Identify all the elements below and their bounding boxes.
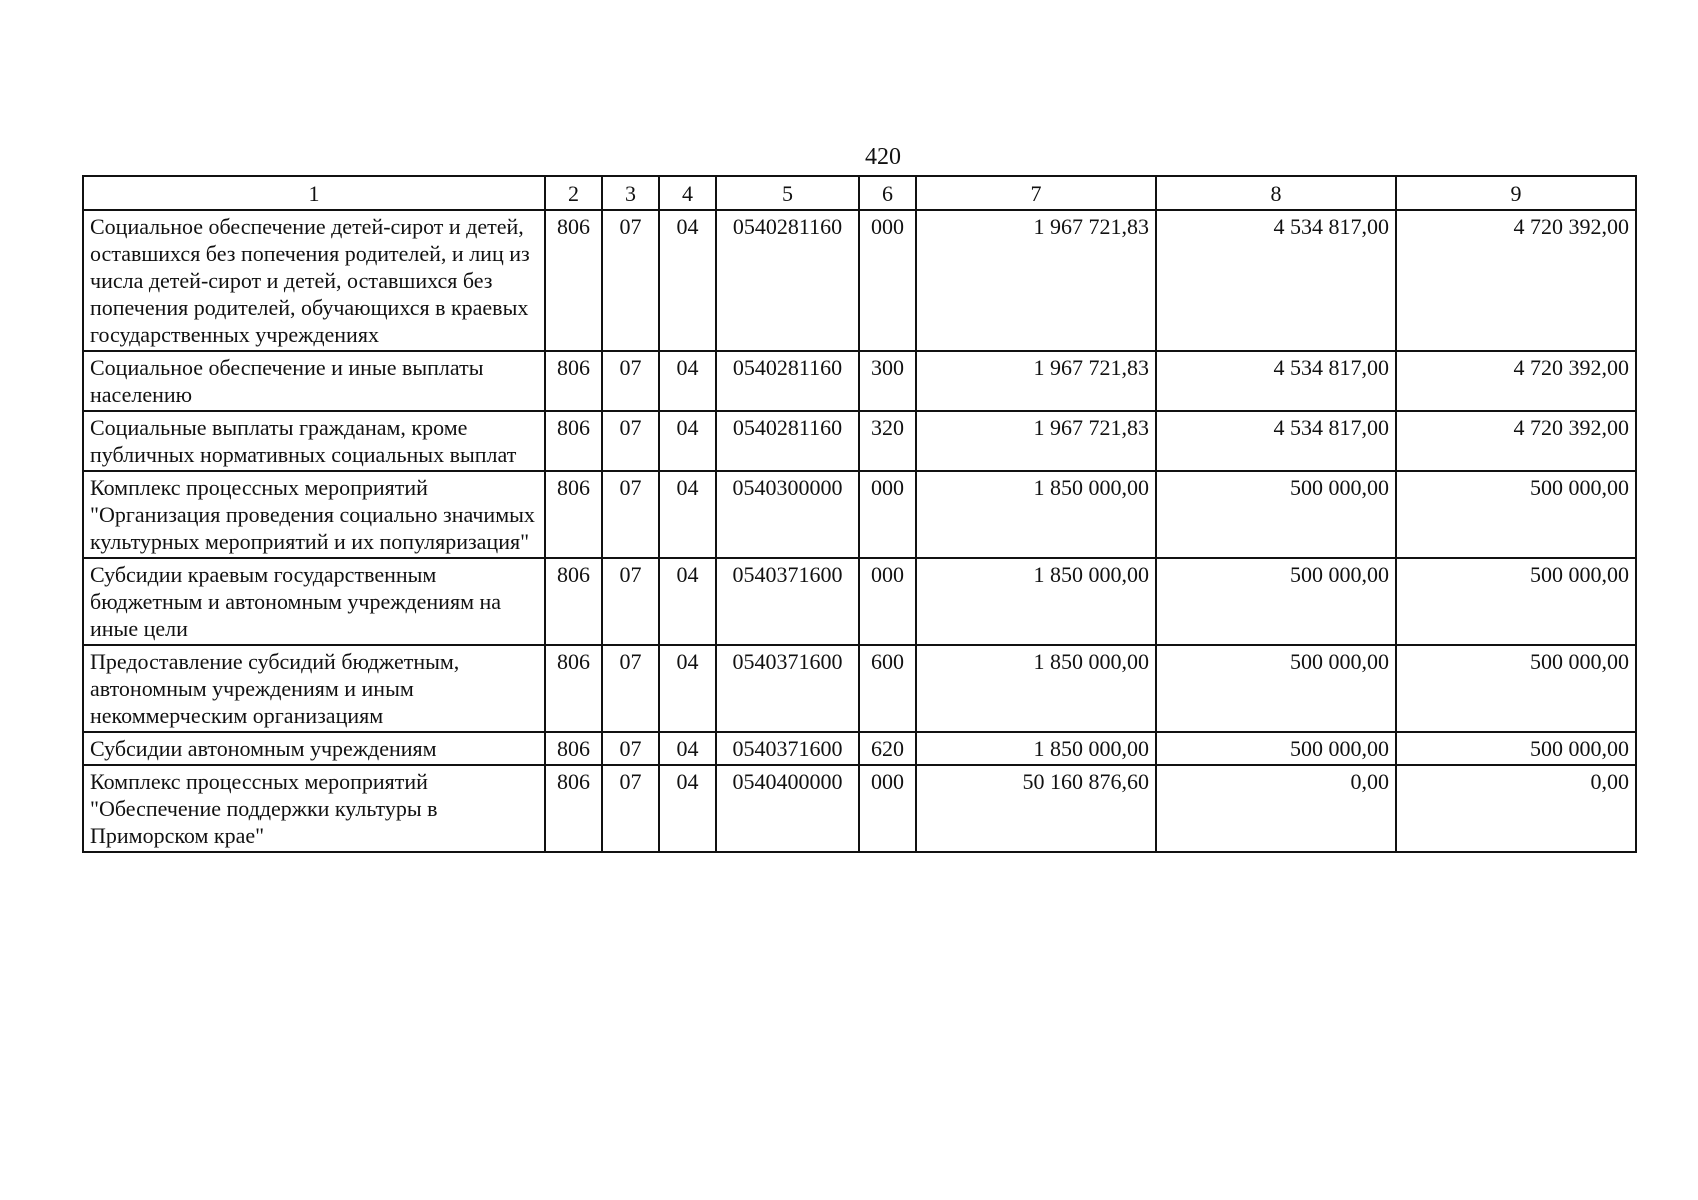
- ministry-code: 806: [545, 210, 602, 351]
- amount-col8: 4 534 817,00: [1156, 411, 1396, 471]
- page-number: 420: [865, 144, 901, 170]
- ministry-code: 806: [545, 351, 602, 411]
- amount-col9: 4 720 392,00: [1396, 411, 1636, 471]
- section-code: 07: [602, 351, 659, 411]
- amount-col9: 500 000,00: [1396, 732, 1636, 765]
- budget-table: [82, 175, 1637, 853]
- subsection-code: 04: [659, 645, 716, 732]
- expense-type-code: 320: [859, 411, 916, 471]
- subsection-code: 04: [659, 732, 716, 765]
- subsection-code: 04: [659, 471, 716, 558]
- expense-type-code: 300: [859, 351, 916, 411]
- amount-col8: 500 000,00: [1156, 732, 1396, 765]
- row-name: Социальные выплаты гражданам, кроме публичных нормативных социальных выплат: [83, 411, 545, 471]
- amount-col7: 1 967 721,83: [916, 351, 1156, 411]
- amount-col9: 500 000,00: [1396, 558, 1636, 645]
- ministry-code: 806: [545, 765, 602, 852]
- amount-col7: 1 850 000,00: [916, 558, 1156, 645]
- subsection-code: 04: [659, 210, 716, 351]
- expense-type-code: 000: [859, 210, 916, 351]
- column-header: 9: [1396, 176, 1636, 210]
- ministry-code: 806: [545, 645, 602, 732]
- ministry-code: 806: [545, 471, 602, 558]
- target-article-code: 0540281160: [716, 411, 859, 471]
- table-row: [83, 351, 1636, 411]
- table-row: [83, 471, 1636, 558]
- section-code: 07: [602, 411, 659, 471]
- column-header: 3: [602, 176, 659, 210]
- section-code: 07: [602, 732, 659, 765]
- amount-col7: 1 850 000,00: [916, 471, 1156, 558]
- header-row: [83, 176, 1636, 210]
- amount-col8: 500 000,00: [1156, 471, 1396, 558]
- column-header: 4: [659, 176, 716, 210]
- ministry-code: 806: [545, 411, 602, 471]
- column-header: 8: [1156, 176, 1396, 210]
- target-article-code: 0540371600: [716, 645, 859, 732]
- column-header: 7: [916, 176, 1156, 210]
- target-article-code: 0540400000: [716, 765, 859, 852]
- section-code: 07: [602, 645, 659, 732]
- expense-type-code: 620: [859, 732, 916, 765]
- section-code: 07: [602, 765, 659, 852]
- row-name: Комплекс процессных мероприятий "Обеспечение поддержки культуры в Приморском крае": [83, 765, 545, 852]
- expense-type-code: 000: [859, 471, 916, 558]
- row-name: Социальное обеспечение детей-сирот и детей, оставшихся без попечения родителей, и лиц из числа детей-сирот и детей, оставшихся без попечения родителей, обучающихся в краевых государственных учреждениях: [83, 210, 545, 351]
- table-row: [83, 732, 1636, 765]
- target-article-code: 0540300000: [716, 471, 859, 558]
- section-code: 07: [602, 210, 659, 351]
- table-row: [83, 411, 1636, 471]
- section-code: 07: [602, 471, 659, 558]
- expense-type-code: 600: [859, 645, 916, 732]
- amount-col7: 1 967 721,83: [916, 210, 1156, 351]
- target-article-code: 0540281160: [716, 351, 859, 411]
- amount-col7: 1 850 000,00: [916, 645, 1156, 732]
- column-header: 6: [859, 176, 916, 210]
- amount-col9: 500 000,00: [1396, 645, 1636, 732]
- subsection-code: 04: [659, 765, 716, 852]
- amount-col8: 4 534 817,00: [1156, 210, 1396, 351]
- amount-col8: 500 000,00: [1156, 558, 1396, 645]
- row-name: Субсидии автономным учреждениям: [83, 732, 545, 765]
- subsection-code: 04: [659, 558, 716, 645]
- section-code: 07: [602, 558, 659, 645]
- row-name: Предоставление субсидий бюджетным, автономным учреждениям и иным некоммерческим организациям: [83, 645, 545, 732]
- amount-col8: 4 534 817,00: [1156, 351, 1396, 411]
- subsection-code: 04: [659, 411, 716, 471]
- amount-col9: 0,00: [1396, 765, 1636, 852]
- target-article-code: 0540371600: [716, 558, 859, 645]
- row-name: Комплекс процессных мероприятий "Организация проведения социально значимых культурных мероприятий и их популяризация": [83, 471, 545, 558]
- table-row: [83, 210, 1636, 351]
- column-header: 1: [83, 176, 545, 210]
- ministry-code: 806: [545, 732, 602, 765]
- amount-col7: 50 160 876,60: [916, 765, 1156, 852]
- table-row: [83, 645, 1636, 732]
- row-name: Социальное обеспечение и иные выплаты населению: [83, 351, 545, 411]
- amount-col8: 500 000,00: [1156, 645, 1396, 732]
- amount-col9: 4 720 392,00: [1396, 351, 1636, 411]
- table-row: [83, 765, 1636, 852]
- target-article-code: 0540371600: [716, 732, 859, 765]
- amount-col9: 500 000,00: [1396, 471, 1636, 558]
- subsection-code: 04: [659, 351, 716, 411]
- column-header: 5: [716, 176, 859, 210]
- column-header: 2: [545, 176, 602, 210]
- row-name: Субсидии краевым государственным бюджетным и автономным учреждениям на иные цели: [83, 558, 545, 645]
- amount-col7: 1 850 000,00: [916, 732, 1156, 765]
- amount-col9: 4 720 392,00: [1396, 210, 1636, 351]
- expense-type-code: 000: [859, 558, 916, 645]
- expense-type-code: 000: [859, 765, 916, 852]
- target-article-code: 0540281160: [716, 210, 859, 351]
- amount-col8: 0,00: [1156, 765, 1396, 852]
- table-row: [83, 558, 1636, 645]
- amount-col7: 1 967 721,83: [916, 411, 1156, 471]
- ministry-code: 806: [545, 558, 602, 645]
